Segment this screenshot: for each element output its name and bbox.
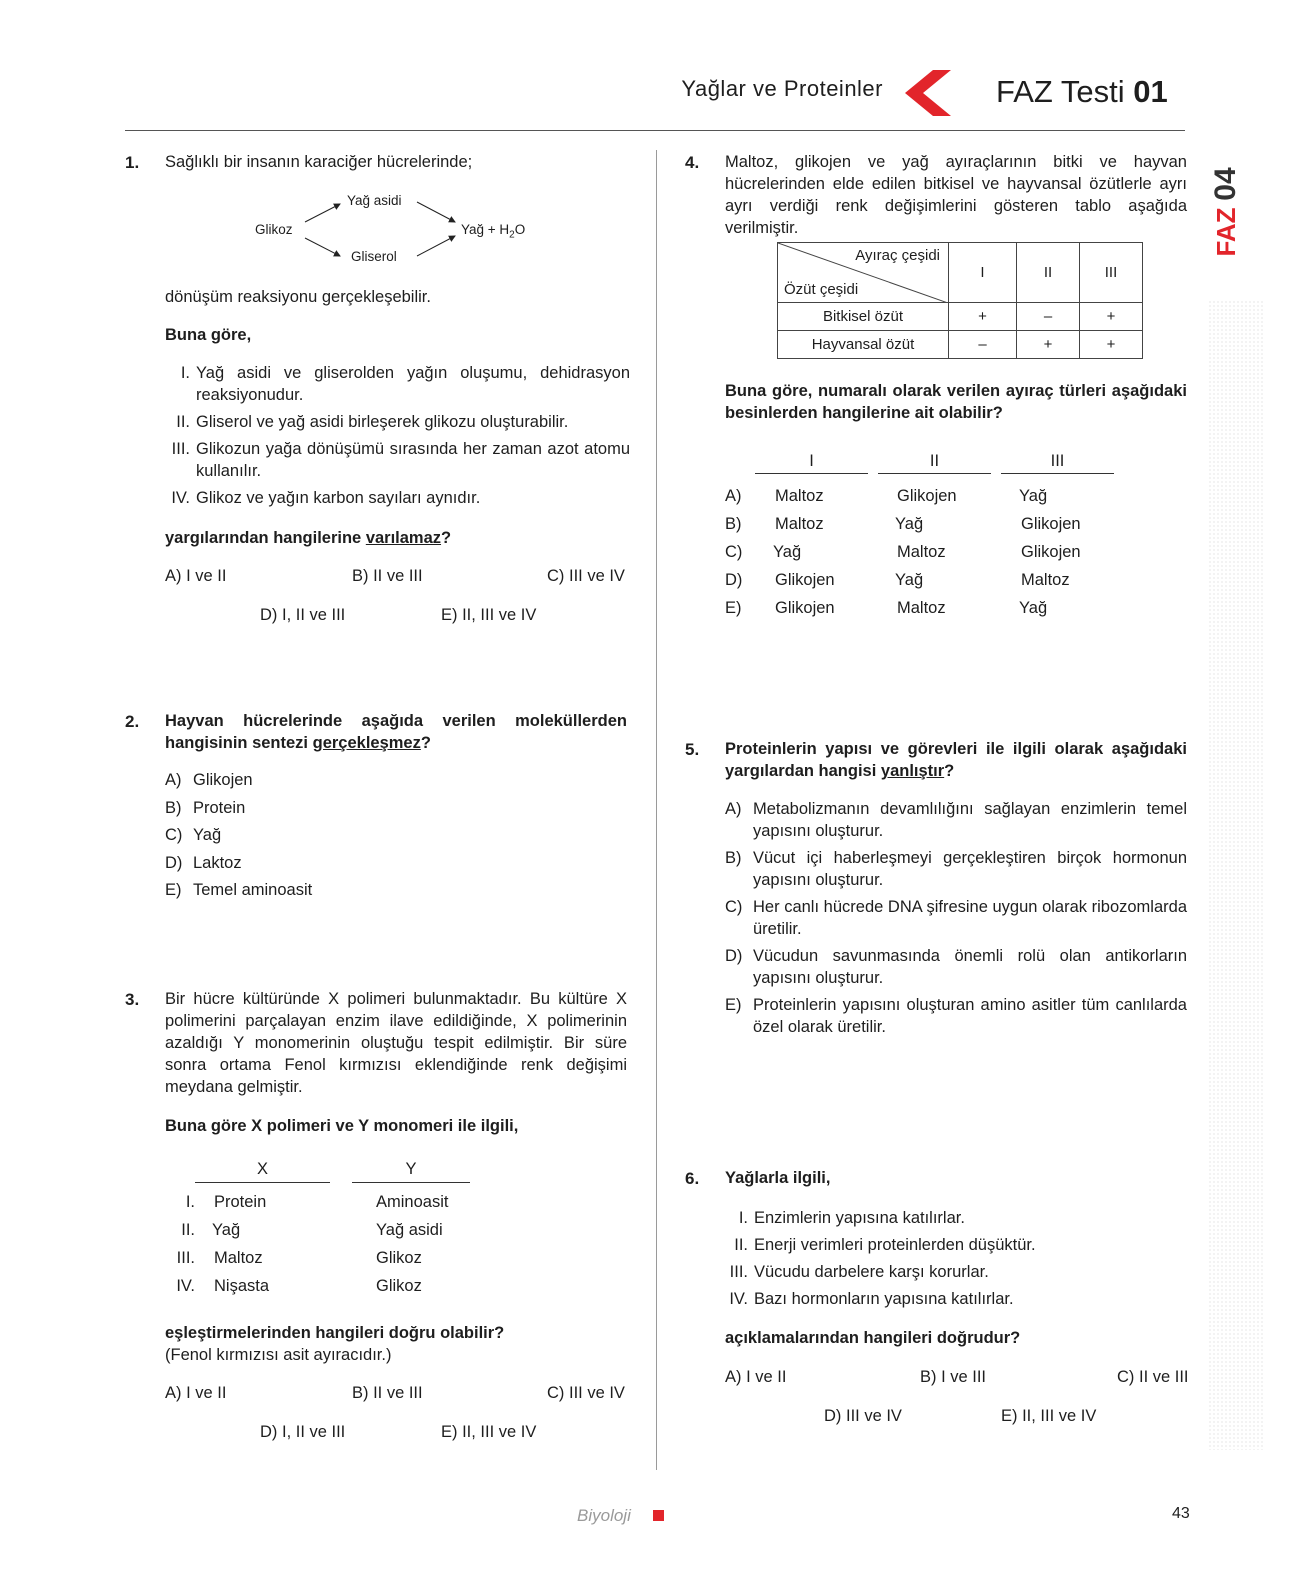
q6-number: 6. xyxy=(685,1169,700,1188)
test-number: 01 xyxy=(1133,74,1168,109)
q4-col-header: II xyxy=(929,452,940,470)
chevron-left-icon xyxy=(905,70,951,116)
q1-lead: Buna göre, xyxy=(165,326,252,344)
side-tab xyxy=(1203,150,1243,260)
table-col-header: III xyxy=(1080,243,1143,303)
q3-col-x-rule xyxy=(195,1182,330,1183)
q3-option-b[interactable]: B) II ve III xyxy=(352,1384,423,1402)
q4-option-e[interactable]: E) Glikojen Maltoz Yağ xyxy=(725,599,1048,617)
q2-option-b[interactable]: B) Protein xyxy=(165,798,246,817)
side-tab-code: 04 xyxy=(1209,167,1242,201)
diagram-gliserol: Gliserol xyxy=(351,249,397,264)
statement: III. Vücudu darbelere karşı korurlar. xyxy=(729,1263,989,1281)
q5-option-a[interactable]: A) Metabolizmanın devamlılığını sağlayan enzimlerin temel yapısını oluşturur. xyxy=(725,800,1187,840)
q5-option-c[interactable]: C) Her canlı hücrede DNA şifresine uygun olarak ribozomlarda üretilir. xyxy=(725,898,1187,938)
table-col-header: II xyxy=(1017,243,1080,303)
q5-option-e[interactable]: E) Proteinlerin yapısını oluşturan amino asitler tüm canlılarda özel olarak üretilir. xyxy=(725,996,1187,1036)
table-corner-cell xyxy=(778,243,949,303)
q3-option-a[interactable]: A) I ve II xyxy=(165,1384,227,1402)
q3-row-x: Protein xyxy=(214,1193,267,1211)
q2-options xyxy=(165,771,312,909)
q4-option-d[interactable]: D) Glikojen Yağ Maltoz xyxy=(725,571,1070,589)
q6-option-d[interactable]: D) III ve IV xyxy=(824,1407,902,1425)
side-dot-pattern xyxy=(1208,300,1263,1450)
q3-lead: Buna göre X polimeri ve Y monomeri ile ilgili, xyxy=(165,1117,519,1135)
q1-option-b[interactable]: B) II ve III xyxy=(352,567,423,585)
q2-option-a[interactable]: A) Glikojen xyxy=(165,771,253,789)
q4-options-table xyxy=(725,450,1125,630)
q3-note: (Fenol kırmızısı asit ayıracıdır.) xyxy=(165,1346,392,1364)
q3-number: 3. xyxy=(125,990,140,1009)
q3-row-y: Glikoz xyxy=(376,1249,422,1267)
header-test-title xyxy=(996,74,1168,110)
q3-row-num: I. xyxy=(185,1193,195,1211)
q4-option-c[interactable]: C) Yağ Maltoz Glikojen xyxy=(725,543,1081,561)
statement: IV. Glikoz ve yağın karbon sayıları aynıdır. xyxy=(171,489,481,507)
header-rule xyxy=(125,130,1185,131)
q3-row-y: Yağ asidi xyxy=(376,1221,443,1239)
q4-col-header: I xyxy=(809,452,814,470)
diagram-glikoz: Glikoz xyxy=(255,222,293,237)
q4-col-header: III xyxy=(1050,452,1065,470)
q6-option-a[interactable]: A) I ve II xyxy=(725,1368,787,1386)
q4-reagent-table xyxy=(777,242,1143,359)
statement: III. Glikozun yağa dönüşümü sırasında her zaman azot atomu kullanılır. xyxy=(171,440,630,480)
test-prefix: FAZ Testi xyxy=(996,74,1125,109)
q3-row-num: IV. xyxy=(176,1277,195,1295)
q1-option-c[interactable]: C) III ve IV xyxy=(547,567,625,585)
q6-lead: Yağlarla ilgili, xyxy=(725,1169,831,1187)
q3-row-y: Aminoasit xyxy=(376,1193,449,1211)
q1-diagram xyxy=(255,190,545,270)
q3-col-y-rule xyxy=(352,1182,470,1183)
corner-bottom-label: Özüt çeşidi xyxy=(784,281,859,298)
statement: II. Enerji verimleri proteinlerden düşüktür. xyxy=(734,1236,1036,1254)
column-divider xyxy=(656,150,657,1470)
table-cell: – xyxy=(949,331,1017,359)
q3-question: eşleştirmelerinden hangileri doğru olabilir? xyxy=(165,1324,505,1342)
q3-row-num: II. xyxy=(181,1221,195,1239)
q1-intro: Sağlıklı bir insanın karaciğer hücrelerinde; xyxy=(165,153,473,171)
q4-text: Maltoz, glikojen ve yağ ayıraçlarının bitki ve hayvan hücrelerinden elde edilen bitkisel ve hayvansal özütlerle ayrı ayrı verdiği renk değişimlerini gösteren tablo aşağıda verilmiştir. xyxy=(725,153,1187,237)
q3-option-c[interactable]: C) III ve IV xyxy=(547,1384,625,1402)
q4-option-a[interactable]: A) Maltoz Glikojen Yağ xyxy=(725,487,1048,505)
q2-number: 2. xyxy=(125,712,140,731)
q3-option-e[interactable]: E) II, III ve IV xyxy=(441,1423,537,1441)
q5-option-d[interactable]: D) Vücudun savunmasında önemli rolü olan antikorların yapısını oluşturur. xyxy=(725,947,1187,987)
q3-col-y: Y xyxy=(405,1160,417,1178)
footer-subject: Biyoloji xyxy=(577,1506,631,1525)
table-cell: + xyxy=(1017,331,1080,359)
q6-question: açıklamalarından hangileri doğrudur? xyxy=(725,1329,1021,1347)
q1-after-text: dönüşüm reaksiyonu gerçekleşebilir. xyxy=(165,288,431,306)
table-row-header: Bitkisel özüt xyxy=(778,303,949,331)
q1-question: yargılarından hangilerine varılamaz? xyxy=(165,529,452,547)
q3-col-x: X xyxy=(256,1160,268,1178)
q4-col-rule xyxy=(755,473,868,474)
q4-option-b[interactable]: B) Maltoz Yağ Glikojen xyxy=(725,515,1081,533)
q5-question: Proteinlerin yapısı ve görevleri ile ilgili olarak aşağıdaki yargılardan hangisi yanlıştır? xyxy=(725,740,1187,780)
q1-option-d[interactable]: D) I, II ve III xyxy=(260,606,346,624)
statement: II. Gliserol ve yağ asidi birleşerek glikozu oluşturabilir. xyxy=(176,413,569,431)
q1-statements xyxy=(160,362,630,514)
q2-option-d[interactable]: D) Laktoz xyxy=(165,853,242,872)
q2-question: Hayvan hücrelerinde aşağıda verilen moleküllerden hangisinin sentezi gerçekleşmez? xyxy=(165,712,627,752)
q5-number: 5. xyxy=(685,740,700,759)
statement: I. Enzimlerin yapısına katılırlar. xyxy=(738,1209,965,1227)
diagram-yag-asidi: Yağ asidi xyxy=(347,193,402,208)
table-row-header: Hayvansal özüt xyxy=(778,331,949,359)
page-number: 43 xyxy=(1172,1505,1190,1522)
q2-option-e[interactable]: E) Temel aminoasit xyxy=(165,881,313,899)
q3-row-y: Glikoz xyxy=(376,1277,422,1295)
q5-option-b[interactable]: B) Vücut içi haberleşmeyi gerçekleştiren birçok hormonun yapısını oluşturur. xyxy=(725,849,1187,889)
statement: I. Yağ asidi ve gliserolden yağın oluşumu, dehidrasyon reaksiyonudur. xyxy=(180,364,630,404)
q3-row-x: Yağ xyxy=(212,1221,241,1239)
q3-option-d[interactable]: D) I, II ve III xyxy=(260,1423,346,1441)
q6-option-c[interactable]: C) II ve III xyxy=(1117,1368,1189,1386)
q3-text: Bir hücre kültüründe X polimeri bulunmaktadır. Bu kültüre X polimerini parçalayan enzim ilave edildiğinde, X polimerinin azaldığı Y monomerinin oluştuğu tespit edilmiştir. Bir süre sonra ortama Fenol kırmızısı eklendiğinde renk değişimi meydana gelmiştir. xyxy=(165,990,627,1096)
diagram-product: Yağ + $H_2O$ xyxy=(461,222,526,241)
table-col-header: I xyxy=(949,243,1017,303)
q1-number: 1. xyxy=(125,153,140,172)
table-cell: + xyxy=(949,303,1017,331)
q4-number: 4. xyxy=(685,153,700,172)
q3-row-x: Maltoz xyxy=(214,1249,263,1267)
q1-option-e[interactable]: E) II, III ve IV xyxy=(441,606,537,624)
q6-option-b[interactable]: B) I ve III xyxy=(920,1368,987,1386)
table-cell: – xyxy=(1017,303,1080,331)
table-cell: + xyxy=(1080,331,1143,359)
q3-row-x: Nişasta xyxy=(214,1277,270,1295)
q1-option-a[interactable]: A) I ve II xyxy=(165,567,227,585)
side-tab-brand: FAZ xyxy=(1211,207,1241,257)
q4-question: Buna göre, numaralı olarak verilen ayıraç türleri aşağıdaki besinlerden hangilerine ait olabilir? xyxy=(725,382,1187,422)
table-cell: + xyxy=(1080,303,1143,331)
q5-options xyxy=(725,798,1187,1043)
header-topic: Yağlar ve Proteinler xyxy=(681,76,883,101)
statement: IV. Bazı hormonların yapısına katılırlar. xyxy=(729,1290,1014,1308)
q4-col-rule xyxy=(1001,473,1114,474)
q6-statements xyxy=(718,1207,1188,1315)
footer-square-icon xyxy=(653,1510,664,1521)
q3-pair-table xyxy=(170,1158,480,1308)
q6-option-e[interactable]: E) II, III ve IV xyxy=(1001,1407,1097,1425)
corner-top-label: Ayıraç çeşidi xyxy=(855,247,940,264)
q2-option-c[interactable]: C) Yağ xyxy=(165,826,222,844)
q3-row-num: III. xyxy=(176,1249,195,1267)
q4-col-rule xyxy=(878,473,991,474)
